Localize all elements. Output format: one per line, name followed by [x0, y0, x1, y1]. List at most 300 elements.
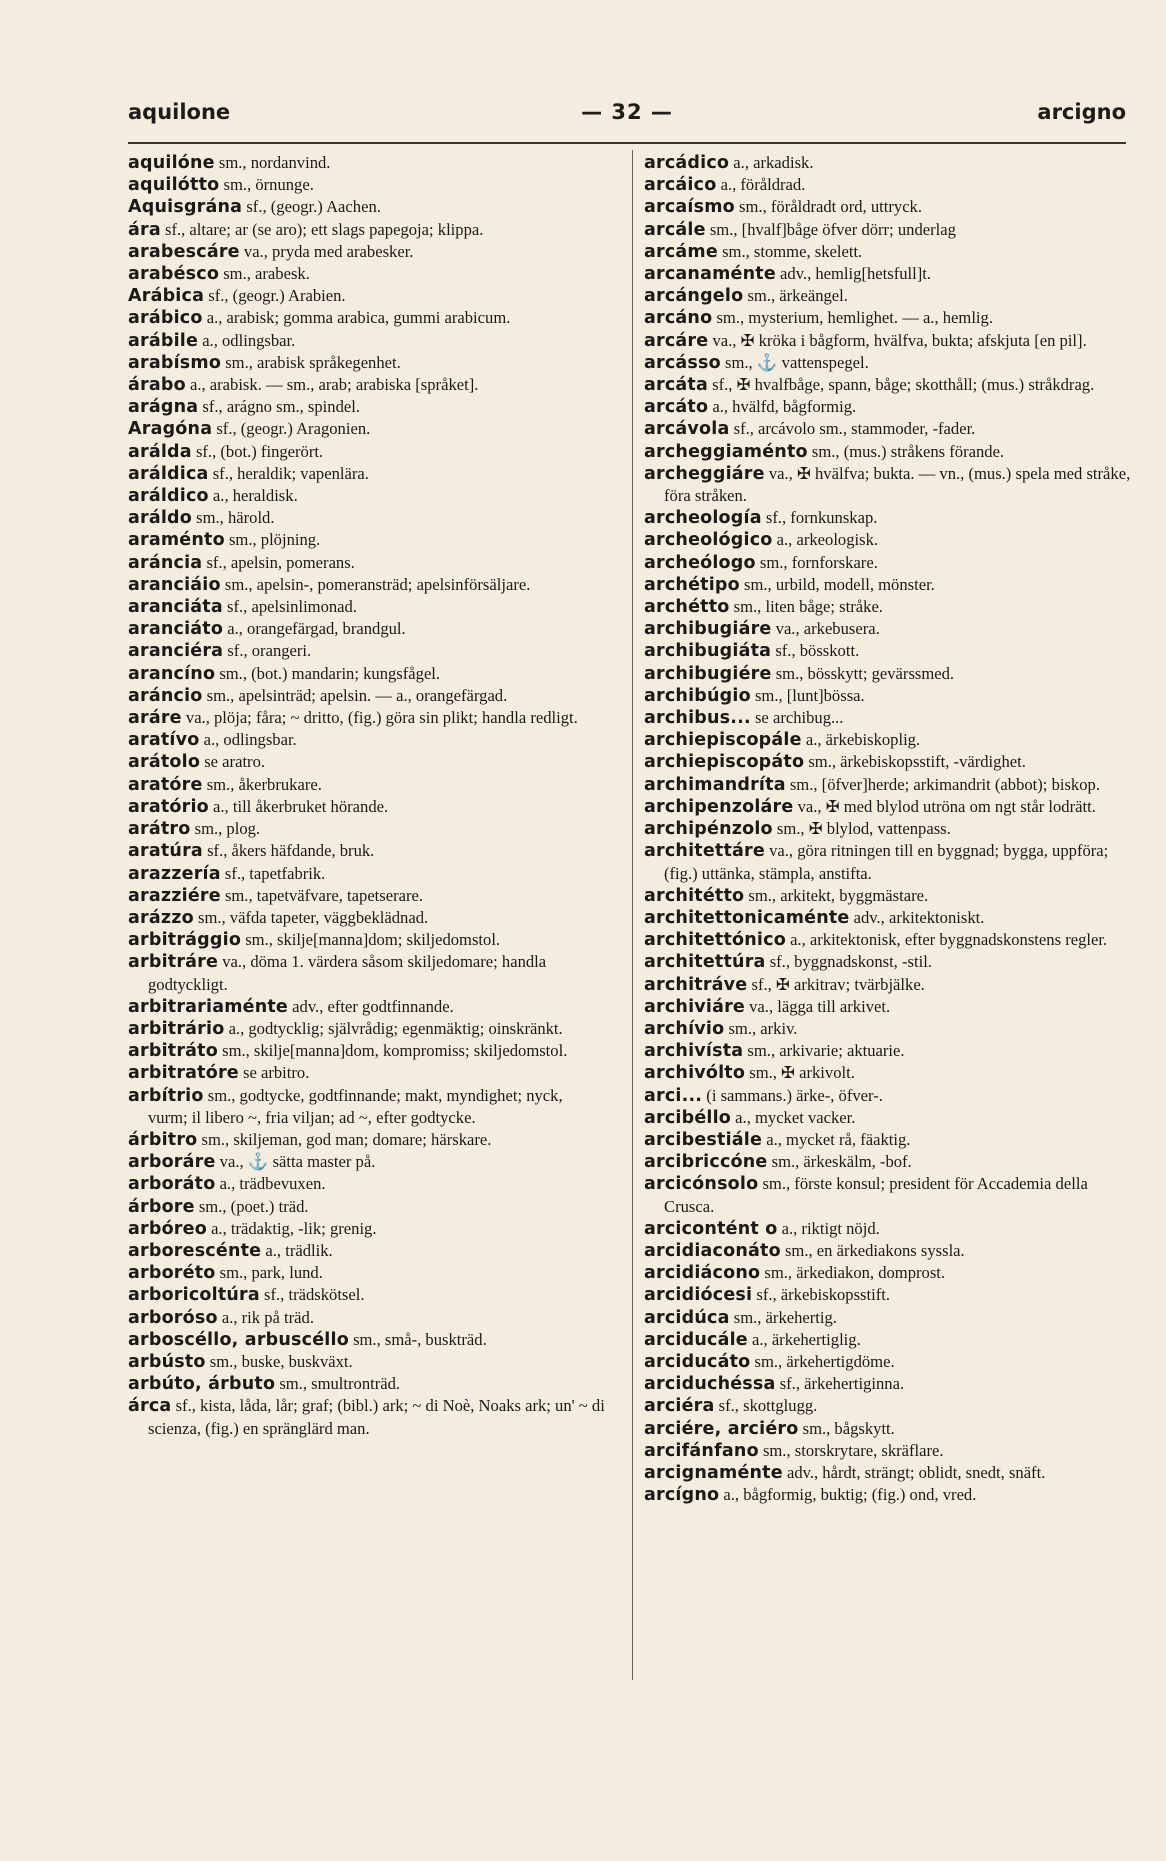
- entry-headword: arcidiácono: [644, 1263, 761, 1284]
- dictionary-entry: [644, 951, 1136, 973]
- entry-headword: archeggiáre: [644, 463, 765, 484]
- entry-headword: arcáme: [644, 241, 718, 262]
- entry-headword: arcásso: [644, 352, 721, 373]
- dictionary-entry: [644, 263, 1136, 285]
- entry-definition: sm., ärkediakon, domprost.: [760, 1263, 946, 1283]
- dictionary-entry: [128, 1018, 606, 1040]
- entry-definition: a., arabisk; gomma arabica, gummi arabicum.: [202, 308, 511, 328]
- entry-definition: a., rik på träd.: [217, 1307, 314, 1327]
- entry-headword: Aquisgrána: [128, 197, 243, 218]
- entry-definition: sf., apelsinlimonad.: [222, 597, 357, 617]
- entry-definition: sm., (bot.) mandarin; kungsfågel.: [215, 663, 441, 683]
- entry-definition: va., arkebusera.: [771, 619, 880, 639]
- dictionary-entry: [128, 1329, 606, 1351]
- dictionary-entry: [128, 263, 606, 285]
- dictionary-entry: [644, 596, 1136, 618]
- entry-headword: aráldica: [128, 463, 209, 484]
- dictionary-entry: [644, 196, 1136, 218]
- entry-definition: sf., arágno sm., spindel.: [198, 397, 361, 417]
- dictionary-entry: [128, 1351, 606, 1373]
- dictionary-entry: [128, 1173, 606, 1195]
- entry-definition: a., bågformig, buktig; (fig.) ond, vred.: [719, 1485, 977, 1505]
- entry-definition: a., godtycklig; självrådig; egenmäktig; oinskränkt.: [224, 1018, 563, 1038]
- entry-definition: a., hvälfd, bågformig.: [708, 397, 857, 417]
- left-column: [128, 152, 606, 1832]
- entry-headword: aráre: [128, 708, 182, 729]
- dictionary-entry: [128, 1218, 606, 1240]
- entry-headword: arcicónsolo: [644, 1174, 759, 1195]
- entry-headword: archibus...: [644, 708, 751, 729]
- entry-definition: sm., små-, buskträd.: [348, 1329, 487, 1349]
- entry-definition: sm., apelsin-, pomeransträd; apelsinförsäljare.: [220, 574, 531, 594]
- page-header: [128, 100, 1126, 136]
- entry-definition: sm., arkivarie; aktuarie.: [743, 1041, 905, 1061]
- entry-definition: sm., plöjning.: [224, 530, 321, 550]
- dictionary-entry: [128, 863, 606, 885]
- entry-headword: archeológico: [644, 530, 773, 551]
- dictionary-entry: [644, 663, 1136, 685]
- dictionary-entry: [128, 1129, 606, 1151]
- entry-headword: arcávola: [644, 419, 730, 440]
- dictionary-entry: [128, 1151, 606, 1173]
- entry-headword: arboróso: [128, 1307, 218, 1328]
- entry-headword: arcanaménte: [644, 264, 776, 285]
- entry-definition: sf., heraldik; vapenlära.: [208, 463, 369, 483]
- dictionary-entry: [644, 1085, 1136, 1107]
- dictionary-entry: [128, 1373, 606, 1395]
- entry-headword: arabescáre: [128, 241, 240, 262]
- dictionary-entry: [128, 285, 606, 307]
- entry-headword: arcáre: [644, 330, 709, 351]
- entry-definition: sm., ✠ arkivolt.: [745, 1063, 855, 1083]
- page-number: — 32 —: [581, 100, 673, 124]
- entry-definition: a., arabisk. — sm., arab; arabiska [språket].: [185, 375, 479, 395]
- dictionary-entry: [128, 796, 606, 818]
- entry-definition: sm., ⚓ vattenspegel.: [720, 352, 869, 372]
- entry-headword: arcidiócesi: [644, 1285, 753, 1306]
- entry-definition: sm., buske, buskväxt.: [205, 1351, 353, 1371]
- dictionary-entry: [128, 996, 606, 1018]
- entry-definition: sm., storskrytare, skräflare.: [758, 1440, 944, 1460]
- entry-definition: a., mycket vacker.: [731, 1107, 856, 1127]
- dictionary-entry: [644, 774, 1136, 796]
- entry-headword: arátolo: [128, 752, 201, 773]
- entry-definition: sm., skilje[manna]dom, kompromiss; skiljedomstol.: [217, 1041, 568, 1061]
- entry-definition: sf., (geogr.) Arabien.: [204, 286, 346, 306]
- entry-definition: va., ✠ hvälfva; bukta. — vn., (mus.) spela med stråke, föra stråken.: [664, 463, 1131, 506]
- entry-definition: adv., efter godtfinnande.: [288, 996, 454, 1016]
- entry-headword: archétipo: [644, 574, 740, 595]
- dictionary-entry: [128, 396, 606, 418]
- entry-definition: sm., (mus.) stråkens förande.: [807, 441, 1005, 461]
- entry-definition: a., trädaktig, -lik; grenig.: [206, 1218, 377, 1238]
- dictionary-entry: [128, 685, 606, 707]
- entry-headword: arcáno: [644, 308, 713, 329]
- entry-definition: sm., godtycke, godtfinnande; makt, myndighet; nyck, vurm; il libero ~, fria viljan; ad ~, efter godtycke.: [148, 1085, 563, 1127]
- dictionary-entry: [644, 929, 1136, 951]
- entry-headword: archétto: [644, 597, 730, 618]
- entry-headword: archipénzolo: [644, 819, 773, 840]
- dictionary-entry: [128, 1062, 606, 1084]
- dictionary-entry: [644, 796, 1136, 818]
- entry-headword: arbitrariaménte: [128, 996, 289, 1017]
- header-last-word: arcigno: [1037, 100, 1126, 124]
- entry-definition: sm., [hvalf]båge öfver dörr; underlag: [705, 219, 956, 239]
- dictionary-entry: [128, 307, 606, 329]
- entry-headword: arbitratóre: [128, 1063, 239, 1084]
- entry-headword: architettónico: [644, 930, 786, 951]
- entry-headword: arboréto: [128, 1263, 216, 1284]
- entry-headword: archibugiáta: [644, 641, 772, 662]
- entry-headword: arbitráre: [128, 952, 219, 973]
- dictionary-entry: [644, 1284, 1136, 1306]
- entry-definition: va., döma 1. värdera såsom skiljedomare; handla godtyckligt.: [148, 952, 547, 994]
- entry-headword: arcígno: [644, 1485, 720, 1506]
- dictionary-entry: [644, 529, 1136, 551]
- dictionary-entry: [128, 529, 606, 551]
- right-column: [644, 152, 1136, 1832]
- entry-headword: arábico: [128, 308, 203, 329]
- entry-definition: sm., härold.: [192, 508, 275, 528]
- entry-headword: architráve: [644, 974, 748, 995]
- entry-headword: archivólto: [644, 1063, 746, 1084]
- entry-definition: sm., urbild, modell, mönster.: [739, 574, 935, 594]
- entry-definition: sf., altare; ar (se aro); ett slags papegoja; klippa.: [160, 219, 484, 239]
- entry-definition: a., till åkerbruket hörande.: [208, 796, 389, 816]
- entry-headword: arázzo: [128, 907, 194, 928]
- dictionary-entry: [128, 485, 606, 507]
- dictionary-entry: [128, 196, 606, 218]
- entry-headword: aranciáto: [128, 619, 224, 640]
- entry-headword: aratívo: [128, 730, 200, 751]
- entry-definition: va., lägga till arkivet.: [744, 996, 891, 1016]
- dictionary-entry: [644, 1129, 1136, 1151]
- dictionary-entry: [644, 618, 1136, 640]
- entry-headword: Aragóna: [128, 419, 213, 440]
- dictionary-entry: [644, 907, 1136, 929]
- entry-headword: arciéra: [644, 1396, 715, 1417]
- dictionary-entry: [644, 1151, 1136, 1173]
- dictionary-entry: [644, 1262, 1136, 1284]
- entry-headword: aráldico: [128, 486, 209, 507]
- dictionary-entry: [644, 1307, 1136, 1329]
- dictionary-entry: [644, 1062, 1136, 1084]
- entry-headword: arcángelo: [644, 286, 744, 307]
- entry-headword: archimandríta: [644, 774, 786, 795]
- dictionary-entry: [644, 840, 1136, 884]
- dictionary-entry: [128, 574, 606, 596]
- dictionary-entry: [644, 1395, 1136, 1417]
- entry-headword: arciducáto: [644, 1351, 751, 1372]
- entry-definition: sf., ✠ arkitrav; tvärbjälke.: [747, 974, 925, 994]
- entry-headword: archibugiére: [644, 663, 772, 684]
- entry-headword: arcádico: [644, 153, 730, 173]
- dictionary-entry: [644, 1462, 1136, 1484]
- dictionary-entry: [128, 885, 606, 907]
- entry-definition: se archibug...: [750, 708, 844, 728]
- dictionary-entry: [644, 1373, 1136, 1395]
- dictionary-entry: [644, 152, 1136, 174]
- entry-headword: Arábica: [128, 286, 205, 307]
- entry-definition: sf., kista, låda, lår; graf; (bibl.) ark; ~ di Noè, Noaks ark; un' ~ di scienza, (fig.) en spränglärd man.: [148, 1396, 605, 1438]
- dictionary-entry: [644, 1351, 1136, 1373]
- dictionary-entry: [644, 418, 1136, 440]
- entry-definition: a., trädlik.: [261, 1240, 333, 1260]
- entry-headword: aratório: [128, 796, 209, 817]
- entry-headword: aquilóne: [128, 153, 215, 173]
- entry-headword: arcicontént o: [644, 1218, 778, 1239]
- dictionary-entry: [128, 1395, 606, 1439]
- entry-headword: archibúgio: [644, 685, 751, 706]
- entry-headword: aráncio: [128, 685, 203, 706]
- entry-definition: sm., [lunt]bössa.: [750, 685, 865, 705]
- dictionary-entry: [128, 618, 606, 640]
- entry-headword: arancíno: [128, 663, 216, 684]
- dictionary-entry: [128, 663, 606, 685]
- dictionary-entry: [644, 1418, 1136, 1440]
- entry-headword: arazzería: [128, 863, 221, 884]
- entry-definition: (i sammans.) ärke-, öfver-.: [702, 1085, 883, 1105]
- entry-definition: sf., åkers häfdande, bruk.: [202, 841, 375, 861]
- entry-headword: arcibéllo: [644, 1107, 732, 1128]
- entry-headword: árca: [128, 1396, 172, 1417]
- entry-headword: arabésco: [128, 264, 220, 285]
- entry-definition: se arbitro.: [238, 1063, 310, 1083]
- entry-definition: sm., nordanvind.: [214, 153, 331, 172]
- dictionary-entry: [644, 507, 1136, 529]
- dictionary-entry: [644, 729, 1136, 751]
- dictionary-entry: [128, 463, 606, 485]
- entry-definition: sm., ärkehertigdöme.: [750, 1351, 895, 1371]
- column-divider: [632, 150, 633, 1680]
- dictionary-entry: [128, 707, 606, 729]
- entry-headword: aranciáta: [128, 597, 223, 618]
- entry-definition: sf., (bot.) fingerört.: [191, 441, 324, 461]
- entry-headword: arcáto: [644, 397, 709, 418]
- entry-definition: va., ✠ med blylod utröna om ngt står lodrätt.: [793, 796, 1096, 816]
- entry-definition: va., plöja; fåra; ~ dritto, (fig.) göra sin plikt; handla redligt.: [181, 708, 578, 728]
- dictionary-entry: [644, 241, 1136, 263]
- entry-definition: va., ✠ kröka i bågform, hvälfva, bukta; afskjuta [en pil].: [708, 330, 1087, 350]
- entry-definition: a., heraldisk.: [208, 486, 298, 506]
- entry-headword: arcáico: [644, 175, 717, 196]
- entry-definition: sm., apelsinträd; apelsin. — a., orangefärgad.: [202, 685, 508, 705]
- entry-definition: sm., skilje[manna]dom; skiljedomstol.: [241, 930, 501, 950]
- entry-headword: arciduchéssa: [644, 1374, 776, 1395]
- dictionary-entry: [644, 174, 1136, 196]
- entry-headword: arciducále: [644, 1329, 748, 1350]
- entry-headword: aquilótto: [128, 175, 220, 196]
- entry-definition: adv., arkitektoniskt.: [849, 907, 985, 927]
- entry-definition: a., riktigt nöjd.: [777, 1218, 880, 1238]
- entry-headword: archiepiscopáto: [644, 752, 805, 773]
- dictionary-entry: [128, 1262, 606, 1284]
- entry-definition: a., trädbevuxen.: [215, 1174, 326, 1194]
- dictionary-entry: [128, 352, 606, 374]
- dictionary-entry: [128, 1040, 606, 1062]
- entry-definition: sf., byggnadskonst, -stil.: [765, 952, 932, 972]
- dictionary-entry: [128, 507, 606, 529]
- entry-definition: sf., skottglugg.: [714, 1396, 818, 1416]
- entry-definition: a., arkadisk.: [729, 153, 814, 172]
- entry-headword: archeggiaménto: [644, 441, 808, 462]
- dictionary-entry: [644, 1329, 1136, 1351]
- entry-definition: sf., ärkehertiginna.: [775, 1374, 905, 1394]
- entry-definition: sm., (poet.) träd.: [194, 1196, 309, 1216]
- entry-definition: sm., ärkehertig.: [729, 1307, 837, 1327]
- entry-headword: arbítrio: [128, 1085, 204, 1106]
- dictionary-entry: [644, 1484, 1136, 1506]
- entry-definition: sm., arabesk.: [219, 264, 310, 284]
- entry-definition: a., orangefärgad, brandgul.: [223, 619, 406, 639]
- entry-headword: arbóreo: [128, 1218, 207, 1239]
- dictionary-entry: [644, 219, 1136, 241]
- entry-definition: sf., ärkebiskopsstift.: [752, 1285, 891, 1305]
- entry-definition: sm., bösskytt; gevärssmed.: [771, 663, 955, 683]
- dictionary-entry: [128, 1085, 606, 1129]
- entry-headword: archipenzoláre: [644, 796, 794, 817]
- entry-headword: arbitráto: [128, 1041, 218, 1062]
- entry-definition: sf., arcávolo sm., stammoder, -fader.: [729, 419, 976, 439]
- dictionary-entry: [644, 441, 1136, 463]
- entry-definition: sf., bösskott.: [771, 641, 860, 661]
- entry-definition: a., mycket rå, fäaktig.: [762, 1129, 911, 1149]
- dictionary-entry: [644, 707, 1136, 729]
- entry-headword: ára: [128, 219, 161, 240]
- entry-definition: sm., väfda tapeter, väggbeklädnad.: [193, 907, 429, 927]
- dictionary-entry: [644, 885, 1136, 907]
- entry-definition: sm., örnunge.: [219, 175, 314, 195]
- dictionary-entry: [128, 174, 606, 196]
- dictionary-entry: [128, 1240, 606, 1262]
- entry-headword: aráldo: [128, 508, 192, 529]
- dictionary-entry: [128, 729, 606, 751]
- entry-definition: sm., park, lund.: [215, 1263, 323, 1283]
- entry-headword: architettonicaménte: [644, 907, 850, 928]
- entry-headword: arcaísmo: [644, 197, 735, 218]
- entry-definition: sf., orangeri.: [223, 641, 312, 661]
- entry-headword: aratóre: [128, 774, 203, 795]
- dictionary-entry: [128, 241, 606, 263]
- entry-headword: arátro: [128, 819, 191, 840]
- entry-definition: adv., hårdt, strängt; oblidt, snedt, snäft.: [782, 1462, 1046, 1482]
- dictionary-entry: [128, 1307, 606, 1329]
- entry-headword: araménto: [128, 530, 225, 551]
- dictionary-entry: [128, 418, 606, 440]
- entry-headword: aráncia: [128, 552, 203, 573]
- entry-definition: sf., (geogr.) Aachen.: [242, 197, 381, 217]
- entry-definition: va., pryda med arabesker.: [239, 241, 414, 261]
- entry-definition: sm., liten båge; stråke.: [729, 597, 883, 617]
- entry-headword: aranciáio: [128, 574, 221, 595]
- entry-definition: sf., apelsin, pomerans.: [202, 552, 355, 572]
- entry-headword: arcibriccóne: [644, 1152, 768, 1173]
- dictionary-entry: [128, 1196, 606, 1218]
- dictionary-entry: [128, 840, 606, 862]
- entry-headword: arbitrário: [128, 1018, 225, 1039]
- entry-definition: sm., fornforskare.: [755, 552, 878, 572]
- entry-definition: a., ärkehertiglig.: [747, 1329, 861, 1349]
- entry-headword: arcibestiále: [644, 1129, 763, 1150]
- entry-headword: aratúra: [128, 841, 203, 862]
- entry-headword: arbústo: [128, 1351, 206, 1372]
- dictionary-entry: [644, 751, 1136, 773]
- entry-definition: sf., ✠ hvalfbåge, spann, båge; skotthåll; (mus.) stråkdrag.: [708, 375, 1095, 395]
- dictionary-entry: [644, 1173, 1136, 1217]
- dictionary-entry: [128, 929, 606, 951]
- entry-headword: arboráre: [128, 1152, 216, 1173]
- dictionary-entry: [128, 818, 606, 840]
- entry-definition: sm., ärkeskälm, -bof.: [767, 1152, 912, 1172]
- dictionary-entry: [128, 751, 606, 773]
- entry-headword: arcignaménte: [644, 1462, 783, 1483]
- dictionary-entry: [644, 552, 1136, 574]
- header-rule: [128, 142, 1126, 144]
- dictionary-entry: [644, 307, 1136, 329]
- dictionary-entry: [644, 285, 1136, 307]
- entry-headword: arboráto: [128, 1174, 216, 1195]
- entry-headword: arci...: [644, 1085, 703, 1106]
- entry-definition: a., odlingsbar.: [199, 730, 297, 750]
- dictionary-entry: [644, 330, 1136, 352]
- entry-headword: archibugiáre: [644, 619, 772, 640]
- dictionary-entry: [644, 1018, 1136, 1040]
- entry-headword: arcidiaconáto: [644, 1240, 781, 1261]
- dictionary-entry: [644, 1240, 1136, 1262]
- dictionary-entry: [128, 596, 606, 618]
- entry-definition: a., odlingsbar.: [198, 330, 296, 350]
- entry-definition: sm., arkitekt, byggmästare.: [744, 885, 929, 905]
- entry-definition: a., arkitektonisk, efter byggnadskonstens regler.: [785, 930, 1108, 950]
- entry-definition: sf., trädskötsel.: [259, 1285, 365, 1305]
- entry-headword: arcále: [644, 219, 706, 240]
- entry-headword: archiviáre: [644, 996, 745, 1017]
- dictionary-entry: [644, 974, 1136, 996]
- entry-headword: arábile: [128, 330, 199, 351]
- entry-headword: arazziére: [128, 885, 221, 906]
- entry-definition: a., ärkebiskoplig.: [801, 730, 921, 750]
- dictionary-entry: [128, 640, 606, 662]
- entry-headword: arbúto, árbuto: [128, 1374, 276, 1395]
- dictionary-entry: [128, 774, 606, 796]
- entry-definition: sm., tapetväfvare, tapetserare.: [220, 885, 424, 905]
- entry-definition: sm., smultronträd.: [275, 1374, 401, 1394]
- dictionary-entry: [644, 685, 1136, 707]
- dictionary-entry: [644, 574, 1136, 596]
- entry-definition: sm., en ärkediakons syssla.: [780, 1240, 965, 1260]
- entry-definition: va., göra ritningen till en byggnad; bygga, uppföra; (fig.) uttänka, stämpla, anstifta.: [664, 841, 1109, 883]
- entry-headword: arboscéllo, arbuscéllo: [128, 1329, 349, 1350]
- entry-definition: adv., hemlig[hetsfull]t.: [775, 264, 932, 284]
- entry-headword: árbitro: [128, 1129, 198, 1150]
- entry-definition: sf., (geogr.) Aragonien.: [212, 419, 371, 439]
- entry-headword: árabo: [128, 375, 186, 396]
- header-first-word: aquilone: [128, 100, 231, 124]
- entry-headword: archívio: [644, 1018, 725, 1039]
- entry-headword: árbore: [128, 1196, 195, 1217]
- dictionary-entry: [644, 640, 1136, 662]
- dictionary-entry: [644, 1107, 1136, 1129]
- entry-definition: sm., förste konsul; president för Accademia della Crusca.: [664, 1174, 1088, 1216]
- entry-headword: archiepiscopále: [644, 730, 802, 751]
- entry-headword: archeólogo: [644, 552, 756, 573]
- entry-definition: sm., ärkeängel.: [743, 286, 848, 306]
- dictionary-entry: [644, 818, 1136, 840]
- dictionary-entry: [128, 374, 606, 396]
- entry-headword: arcidúca: [644, 1307, 730, 1328]
- entry-headword: arborescénte: [128, 1240, 262, 1261]
- entry-headword: arcáta: [644, 375, 708, 396]
